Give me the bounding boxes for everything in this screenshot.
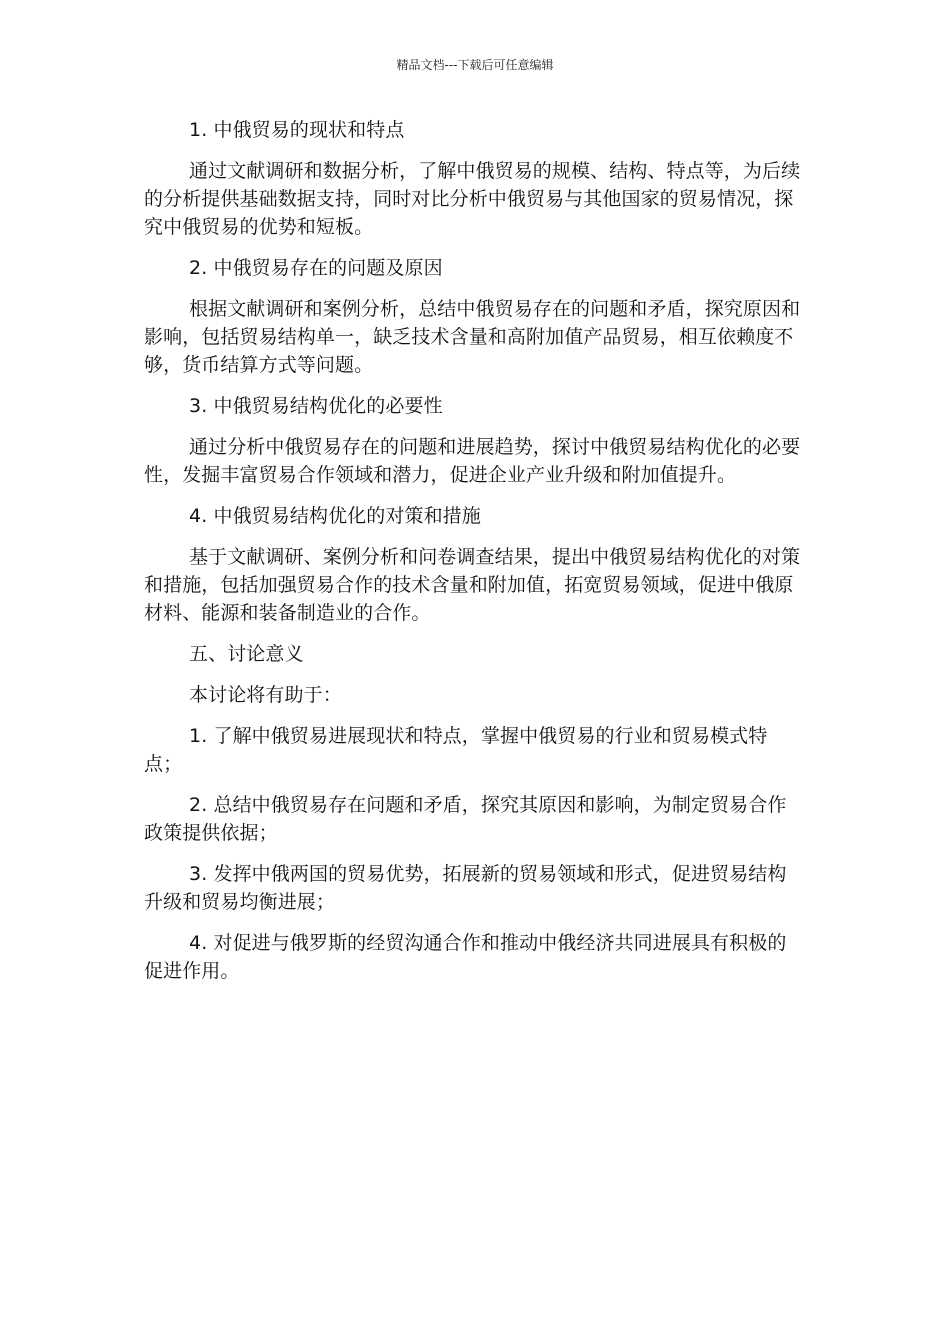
section-heading-significance: 五、讨论意义 bbox=[189, 643, 304, 665]
section-heading-2: 2. 中俄贸易存在的问题及原因 bbox=[189, 257, 443, 279]
document-body bbox=[144, 116, 804, 998]
significance-item-4: 4. 对促进与俄罗斯的经贸沟通合作和推动中俄经济共同进展具有积极的促进作用。 bbox=[144, 932, 787, 982]
significance-item-2: 2. 总结中俄贸易存在问题和矛盾，探究其原因和影响，为制定贸易合作政策提供依据； bbox=[144, 794, 787, 844]
section-heading-4: 4. 中俄贸易结构优化的对策和措施 bbox=[189, 505, 481, 527]
body-paragraph-1: 通过文献调研和数据分析，了解中俄贸易的规模、结构、特点等，为后续的分析提供基础数据支持，同时对比分析中俄贸易与其他国家的贸易情况，探究中俄贸易的优势和短板。 bbox=[144, 160, 801, 238]
page-header: 精品文档---下载后可任意编辑 bbox=[396, 58, 554, 72]
body-paragraph-4: 基于文献调研、案例分析和问卷调查结果，提出中俄贸易结构优化的对策和措施，包括加强贸易合作的技术含量和附加值，拓宽贸易领域，促进中俄原材料、能源和装备制造业的合作。 bbox=[144, 546, 801, 624]
significance-item-3: 3. 发挥中俄两国的贸易优势，拓展新的贸易领域和形式，促进贸易结构升级和贸易均衡进展； bbox=[144, 863, 787, 913]
significance-item-1: 1. 了解中俄贸易进展现状和特点，掌握中俄贸易的行业和贸易模式特点； bbox=[144, 725, 768, 775]
section-heading-1: 1. 中俄贸易的现状和特点 bbox=[189, 119, 405, 141]
significance-intro: 本讨论将有助于： bbox=[189, 684, 342, 706]
section-heading-3: 3. 中俄贸易结构优化的必要性 bbox=[189, 395, 443, 417]
body-paragraph-3: 通过分析中俄贸易存在的问题和进展趋势，探讨中俄贸易结构优化的必要性，发掘丰富贸易合作领域和潜力，促进企业产业升级和附加值提升。 bbox=[144, 436, 801, 486]
body-paragraph-2: 根据文献调研和案例分析，总结中俄贸易存在的问题和矛盾，探究原因和影响，包括贸易结构单一，缺乏技术含量和高附加值产品贸易，相互依赖度不够，货币结算方式等问题。 bbox=[144, 298, 801, 376]
